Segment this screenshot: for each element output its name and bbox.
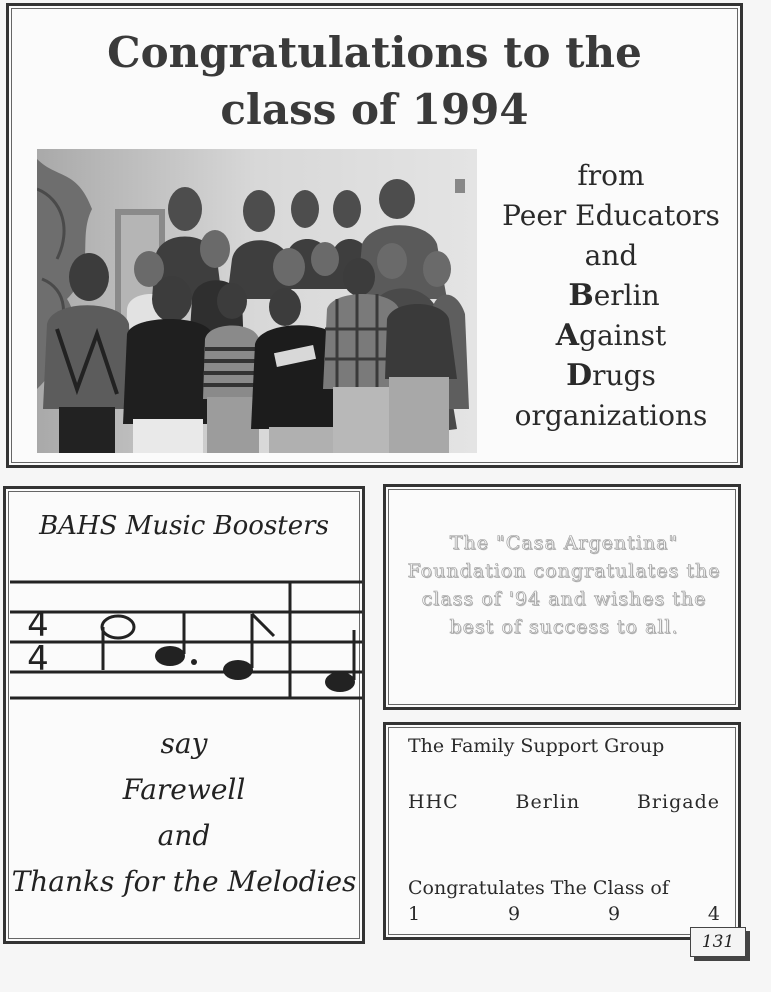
time-signature-bottom: 4 xyxy=(27,639,49,679)
family-congrats-text: Congratulates The Class of xyxy=(408,877,669,899)
peer-educators-label: Peer Educators xyxy=(502,199,720,232)
berlin-line xyxy=(479,276,743,316)
organizations-label: organizations xyxy=(514,399,708,432)
group-photo xyxy=(37,149,477,453)
ad-headline xyxy=(9,24,740,138)
music-boosters-message xyxy=(6,721,362,905)
year-digit-3: 9 xyxy=(607,903,621,925)
unit-hhc: HHC xyxy=(408,791,459,813)
unit-name-row xyxy=(408,791,720,813)
unit-brigade: Brigade xyxy=(636,791,720,813)
against-initial: A xyxy=(555,318,580,353)
and-label: and xyxy=(584,239,638,272)
time-signature-top: 4 xyxy=(27,605,49,645)
family-support-title: The Family Support Group xyxy=(408,735,665,757)
family-support-ad xyxy=(383,722,741,940)
berlin-initial: B xyxy=(568,278,594,313)
from-label: from xyxy=(577,159,645,192)
group-photo-illustration xyxy=(37,149,477,453)
eighth-note-icon xyxy=(223,660,253,680)
page-number: 131 xyxy=(690,927,746,957)
against-line xyxy=(479,316,743,356)
year-digit-1: 1 xyxy=(408,903,421,925)
berlin-rest: erlin xyxy=(593,279,660,312)
headline-line-2: class of 1994 xyxy=(220,85,529,134)
say-line: say xyxy=(160,727,208,760)
drugs-rest: rugs xyxy=(592,359,656,392)
farewell-line: Farewell xyxy=(122,773,246,806)
and-line: and xyxy=(157,819,211,852)
against-rest: gainst xyxy=(579,319,667,352)
drugs-line xyxy=(479,356,743,396)
year-digit-2: 9 xyxy=(507,903,521,925)
dotted-quarter-note-icon xyxy=(155,646,185,666)
half-note-icon xyxy=(102,616,134,638)
class-year-row xyxy=(408,903,720,925)
drugs-initial: D xyxy=(566,358,593,393)
music-boosters-ad xyxy=(3,486,365,944)
peer-educators-ad xyxy=(6,3,743,468)
music-staff-icon xyxy=(10,574,362,704)
thanks-line: Thanks for the Melodies xyxy=(11,865,357,898)
from-organizations-text xyxy=(479,156,743,436)
unit-berlin: Berlin xyxy=(515,791,581,813)
casa-argentina-message: The "Casa Argentina" Foundation congratulates the class of '94 and wishes the best of success to all. xyxy=(407,532,721,638)
casa-argentina-ad xyxy=(383,484,741,710)
headline-line-1: Congratulations to the xyxy=(107,28,642,77)
quarter-note-icon xyxy=(325,672,355,692)
year-digit-4: 4 xyxy=(707,903,720,925)
music-boosters-title: BAHS Music Boosters xyxy=(39,511,329,541)
